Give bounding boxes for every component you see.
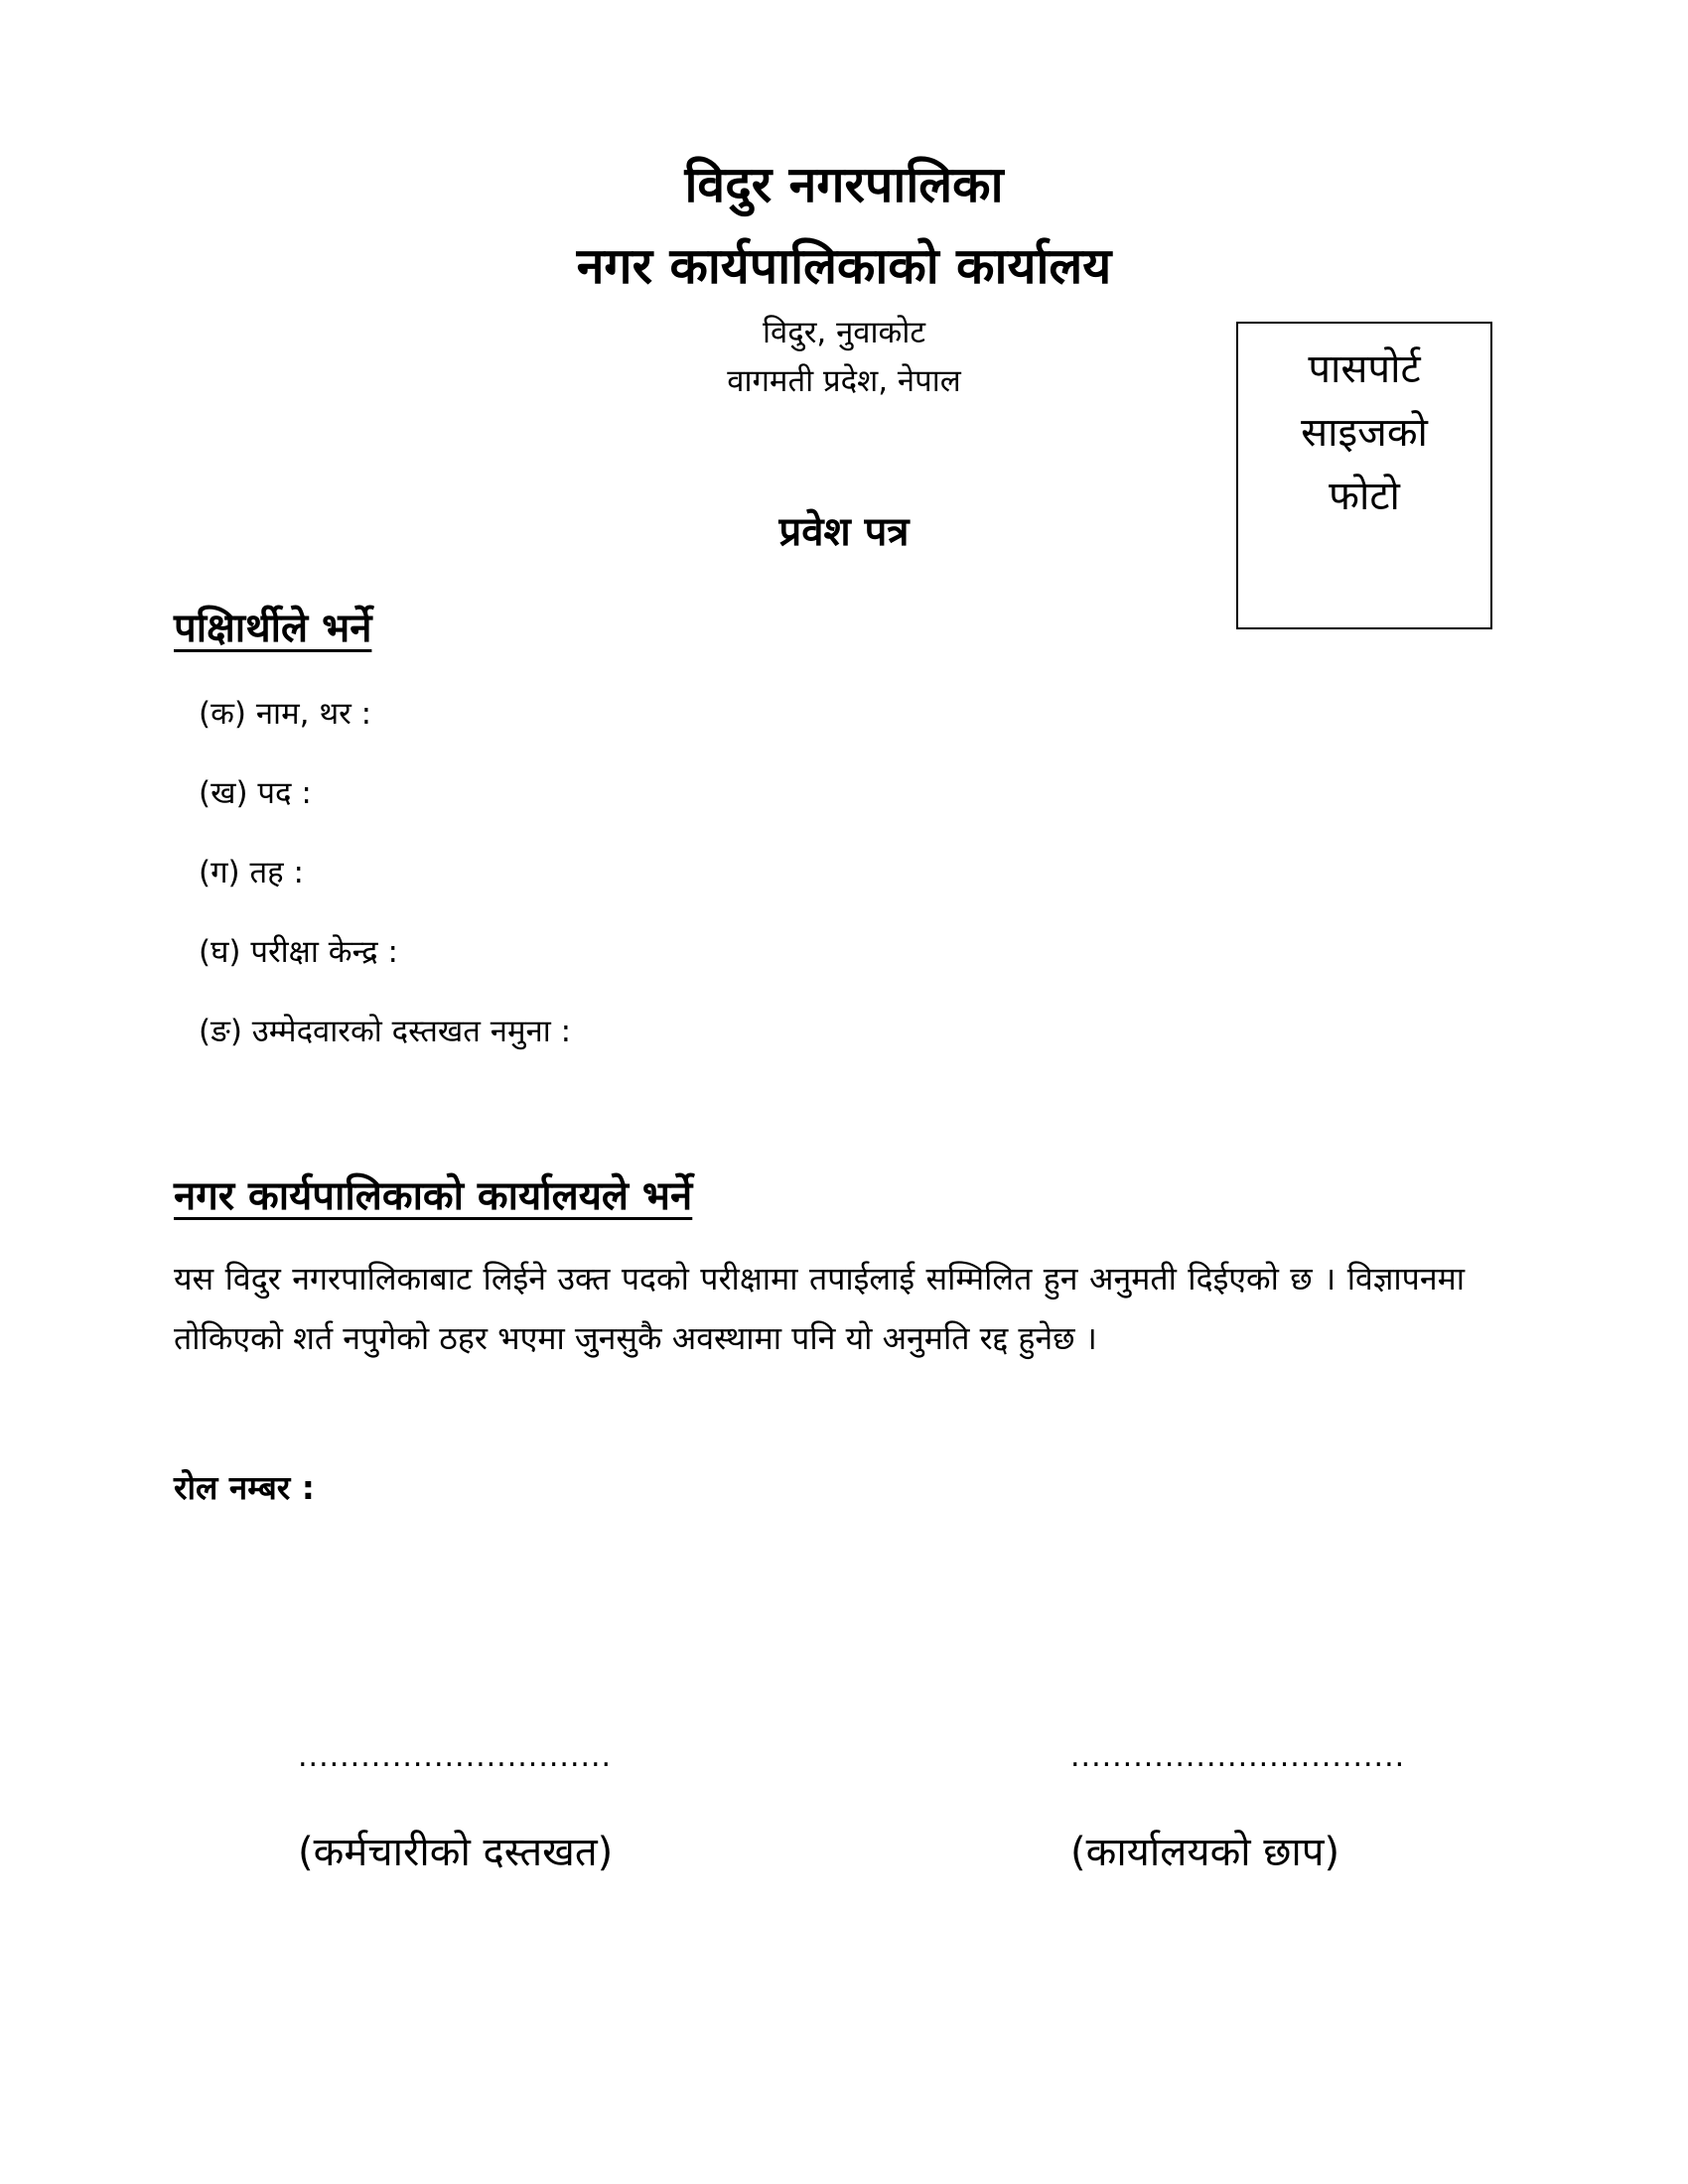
field-signature-sample: [199, 1009, 571, 1054]
roll-number-label: रोल नम्बर :: [174, 1468, 315, 1507]
photo-box-line-1: पासपोर्ट: [1308, 346, 1421, 392]
office-section-heading: नगर कार्यपालिकाको कार्यालयले भर्ने: [174, 1173, 693, 1219]
permission-paragraph: यस विदुर नगरपालिकाबाट लिईने उक्त पदको परीक्षामा तपाईलाई सम्मिलित हुन अनुमती दिईएको छ । विज्ञापनमा तोकिएको शर्त नपुगेको ठहर भएमा जुनसुकै अवस्थामा पनि यो अनुमति रद्द हुनेछ ।: [174, 1260, 1465, 1357]
municipality-heading: विदुर नगरपालिका: [684, 156, 1004, 213]
field-exam-center: [199, 929, 398, 975]
office-stamp-label: (कार्यालयको छाप): [1070, 1830, 1340, 1875]
field-post-label: (ख) पद :: [199, 775, 312, 811]
address-line-1: विदुर, नुवाकोट: [762, 315, 926, 350]
candidate-section-heading: पक्षिार्थीले भर्ने: [174, 606, 372, 651]
passport-photo-box: [1236, 322, 1492, 629]
document-title: प्रवेश पत्र: [778, 509, 910, 555]
field-exam-center-label: (घ) परीक्षा केन्द्र :: [199, 934, 398, 970]
field-name: [199, 691, 371, 737]
field-level-label: (ग) तह :: [199, 855, 304, 890]
photo-box-line-3: फोटो: [1329, 474, 1400, 519]
field-post: [199, 770, 312, 816]
office-heading: नगर कार्यपालिकाको कार्यालय: [576, 237, 1112, 295]
field-name-label: (क) नाम, थर :: [199, 696, 372, 732]
address-line-2: वागमती प्रदेश, नेपाल: [727, 363, 961, 399]
field-level: [199, 850, 304, 895]
staff-signature-line: ..............................: [298, 1739, 613, 1774]
photo-box-line-2: साइजको: [1301, 410, 1428, 456]
staff-signature-label: (कर्मचारीको दस्तखत): [298, 1830, 614, 1875]
office-stamp-line: ................................: [1070, 1739, 1406, 1774]
field-signature-sample-label: (ङ) उम्मेदवारको दस्तखत नमुना :: [199, 1014, 572, 1049]
